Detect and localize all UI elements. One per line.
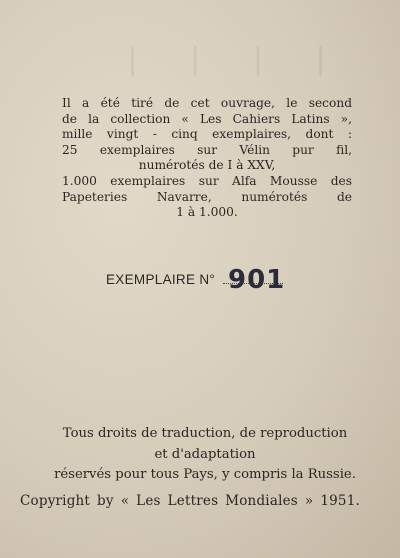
copy-number-label: EXEMPLAIRE N° (106, 272, 216, 287)
show-through-ghost-text: ❘ ❘ ❘ ❘ (120, 42, 348, 77)
edition-line-8: 1 à 1.000. (176, 205, 238, 220)
rights-line-3: réservés pour tous Pays, y compris la Russie. (54, 467, 356, 482)
rights-line-2: et d'adaptation (154, 446, 256, 462)
copy-number-value: 901 (228, 265, 286, 295)
edition-line-6: 1.000 exemplaires sur Alfa Mousse des (62, 173, 352, 188)
edition-line-7: Papeteries Navarre, numérotés de (62, 189, 352, 204)
edition-line-2: de la collection « Les Cahiers Latins », (62, 111, 352, 126)
rights-line-1: Tous droits de traduction, de reproduction (62, 426, 348, 441)
edition-line-3: mille vingt - cinq exemplaires, dont : (62, 127, 352, 142)
copy-number-line (106, 265, 326, 305)
edition-line-5: numérotés de I à XXV, (138, 158, 276, 173)
copyright-notice: Copyright by « Les Lettres Mondiales » 1951. (20, 493, 360, 509)
rights-statement (40, 424, 370, 486)
edition-statement (62, 96, 352, 221)
edition-line-4: 25 exemplaires sur Vélin pur fil, (62, 142, 352, 157)
edition-line-1: Il a été tiré de cet ouvrage, le second (62, 96, 352, 110)
